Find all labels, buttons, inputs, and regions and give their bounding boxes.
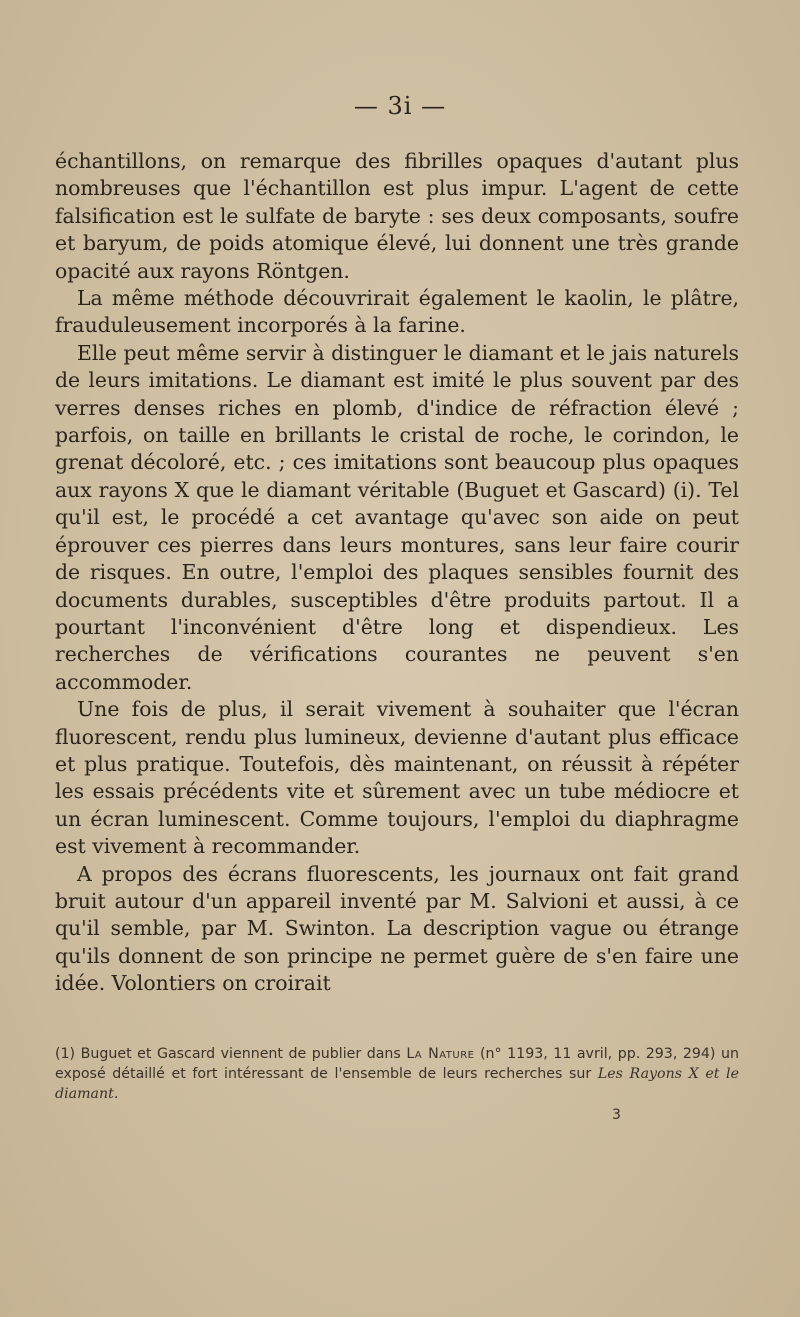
paragraph-1: échantillons, on remarque des fibrilles opaques d'autant plus nombreuses que l'échantillon est plus impur. L'agent de cette falsification est le sulfate de baryte : ses deux composants, soufre et baryum, de poids atomique élevé, lui donnent une très grande opacité aux rayons Röntgen.: [55, 149, 739, 283]
body-text: [55, 148, 739, 998]
footnote-text-1: (1) Buguet et Gascard viennent de publier dans: [55, 1046, 407, 1062]
signature-mark: 3: [612, 1107, 621, 1123]
page-number: — 3i —: [353, 92, 447, 120]
footnote: [55, 1044, 739, 1104]
paragraph-5: A propos des écrans fluorescents, les journaux ont fait grand bruit autour d'un appareil inventé par M. Salvioni et aussi, à ce qu'il semble, par M. Swinton. La description vague ou étrange qu'ils donnent de son principe ne permet guère de s'en faire une idée. Volontiers on croirait: [55, 861, 739, 996]
footnote-journal: La Nature: [406, 1046, 475, 1062]
paragraph-2: La même méthode découvrirait également le kaolin, le plâtre, frauduleusement incorporés à la farine.: [55, 286, 739, 338]
footnote-text-2: (n° 1193, 11 avril, pp. 293, 294) un exposé détaillé et fort intéressant de l'ensemble de leurs recherches sur: [55, 1046, 739, 1082]
footnote-title: Les Rayons X et le diamant.: [55, 1066, 739, 1102]
paragraph-4: Une fois de plus, il serait vivement à souhaiter que l'écran fluorescent, rendu plus lumineux, devienne d'autant plus efficace et plus pratique. Toutefois, dès maintenant, on réussit à répéter les essais précédents vite et sûrement avec un tube médiocre et un écran luminescent. Comme toujours, l'emploi du diaphragme est vivement à recommander.: [55, 697, 739, 859]
paragraph-3: Elle peut même servir à distinguer le diamant et le jais naturels de leurs imitations. Le diamant est imité le plus souvent par des verres denses riches en plomb, d'indice de réfraction élevé ; parfois, on taille en brillants le cristal de roche, le corindon, le grenat décoloré, etc. ; ces imitations sont beaucoup plus opaques aux rayons X que le diamant véritable (Buguet et Gascard) (i). Tel qu'il est, le procédé a cet avantage qu'avec son aide on peut éprouver ces pierres dans leurs montures, sans leur faire courir de risques. En outre, l'emploi des plaques sensibles fournit des documents durables, susceptibles d'être produits partout. Il a pourtant l'inconvénient d'être long et dispendieux. Les recherches de vérifications courantes ne peuvent s'en accommoder.: [55, 340, 739, 694]
